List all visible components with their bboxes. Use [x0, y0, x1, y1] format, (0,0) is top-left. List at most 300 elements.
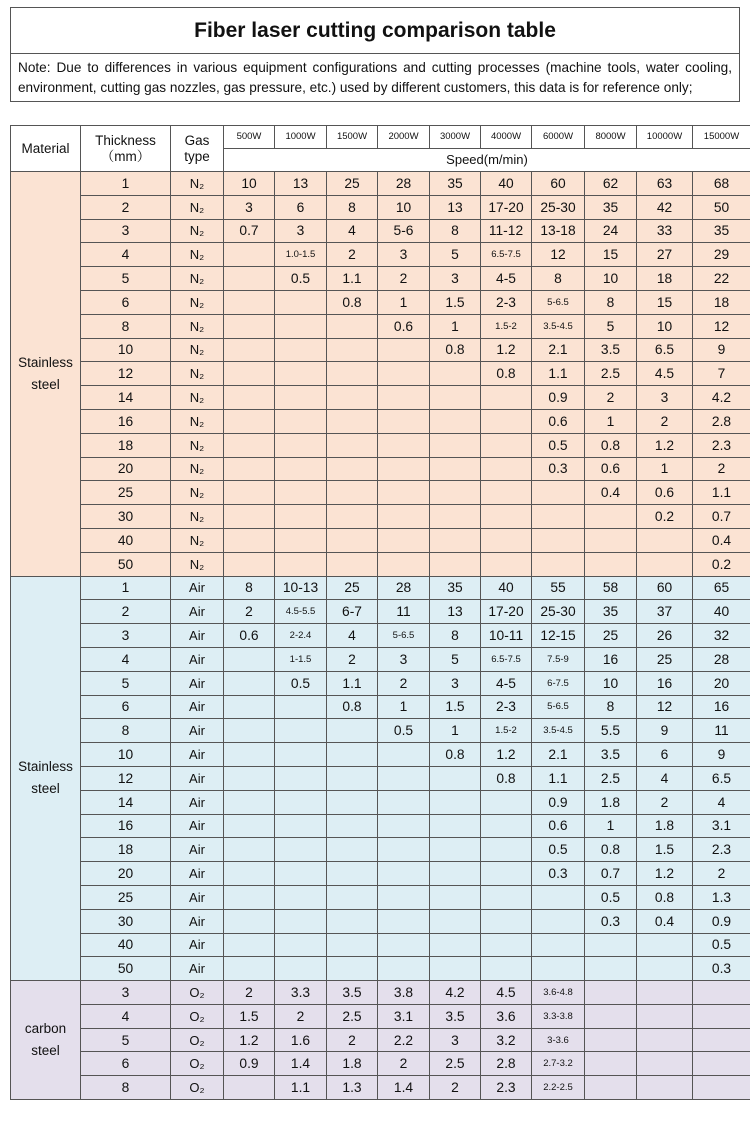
speed-cell: 18 — [637, 267, 693, 291]
speed-cell — [378, 766, 430, 790]
table-row — [11, 838, 750, 862]
speed-cell: 40 — [693, 600, 750, 624]
speed-cell: 3.8 — [378, 981, 430, 1005]
speed-cell: 8 — [532, 267, 585, 291]
speed-cell — [275, 386, 327, 410]
header-power: 15000W — [693, 126, 750, 149]
speed-cell: 17-20 — [481, 600, 532, 624]
speed-cell — [224, 409, 275, 433]
speed-cell — [275, 719, 327, 743]
speed-cell — [430, 957, 481, 981]
gas-cell: Air — [171, 671, 224, 695]
speed-cell — [224, 267, 275, 291]
header-speed-unit: Speed(m/min) — [224, 149, 750, 172]
speed-cell: 7.5-9 — [532, 647, 585, 671]
speed-cell — [224, 957, 275, 981]
speed-cell: 16 — [585, 647, 637, 671]
speed-cell — [378, 386, 430, 410]
speed-cell — [430, 885, 481, 909]
speed-cell — [378, 457, 430, 481]
speed-cell: 2.8 — [481, 1052, 532, 1076]
speed-cell: 40 — [481, 576, 532, 600]
thickness-cell: 50 — [81, 552, 171, 576]
speed-cell: 3.5 — [585, 338, 637, 362]
thickness-cell: 30 — [81, 505, 171, 529]
table-row — [11, 719, 750, 743]
speed-cell — [275, 814, 327, 838]
speed-cell — [481, 528, 532, 552]
speed-cell: 12 — [693, 314, 750, 338]
gas-cell: N₂ — [171, 219, 224, 243]
speed-cell — [378, 338, 430, 362]
thickness-cell: 14 — [81, 790, 171, 814]
speed-cell: 16 — [693, 695, 750, 719]
thickness-cell: 40 — [81, 528, 171, 552]
speed-cell — [327, 338, 378, 362]
speed-cell — [637, 552, 693, 576]
speed-cell — [224, 885, 275, 909]
thickness-cell: 25 — [81, 481, 171, 505]
speed-cell — [430, 766, 481, 790]
gas-cell: Air — [171, 885, 224, 909]
speed-cell: 10 — [224, 172, 275, 196]
speed-cell: 33 — [637, 219, 693, 243]
speed-cell: 0.6 — [532, 409, 585, 433]
speed-cell: 28 — [378, 576, 430, 600]
speed-cell — [481, 481, 532, 505]
speed-cell: 6.5 — [637, 338, 693, 362]
thickness-cell: 3 — [81, 624, 171, 648]
speed-cell — [585, 1004, 637, 1028]
speed-cell: 1.1 — [275, 1076, 327, 1100]
document-sheet — [10, 7, 740, 102]
header-material: Material — [11, 126, 81, 172]
gas-cell: Air — [171, 862, 224, 886]
speed-cell — [327, 743, 378, 767]
speed-cell — [327, 719, 378, 743]
speed-cell: 5-6 — [378, 219, 430, 243]
speed-cell: 5 — [430, 243, 481, 267]
speed-cell — [224, 766, 275, 790]
header-power: 2000W — [378, 126, 430, 149]
speed-cell: 1 — [585, 409, 637, 433]
speed-cell: 4-5 — [481, 267, 532, 291]
speed-cell: 1.5 — [430, 290, 481, 314]
speed-cell: 1 — [637, 457, 693, 481]
speed-cell: 2 — [224, 600, 275, 624]
header-thickness — [81, 126, 171, 172]
speed-cell: 26 — [637, 624, 693, 648]
table-row — [11, 219, 750, 243]
speed-cell — [275, 409, 327, 433]
speed-cell — [430, 528, 481, 552]
thickness-cell: 30 — [81, 909, 171, 933]
speed-cell — [481, 505, 532, 529]
speed-cell: 3 — [275, 219, 327, 243]
thickness-cell: 16 — [81, 814, 171, 838]
speed-cell: 0.8 — [481, 362, 532, 386]
speed-cell — [378, 885, 430, 909]
speed-cell: 4.5 — [481, 981, 532, 1005]
table-row — [11, 290, 750, 314]
speed-cell: 1.1 — [532, 362, 585, 386]
speed-cell — [430, 386, 481, 410]
speed-cell — [224, 814, 275, 838]
speed-cell — [224, 719, 275, 743]
speed-cell — [481, 457, 532, 481]
thickness-cell: 4 — [81, 1004, 171, 1028]
table-row — [11, 981, 750, 1005]
table-row — [11, 1004, 750, 1028]
thickness-cell: 8 — [81, 314, 171, 338]
gas-cell: O₂ — [171, 1076, 224, 1100]
speed-cell — [585, 981, 637, 1005]
speed-cell: 1.2 — [637, 433, 693, 457]
thickness-cell: 5 — [81, 671, 171, 695]
speed-cell — [224, 933, 275, 957]
header-power: 500W — [224, 126, 275, 149]
group-stainless-steel-n2 — [11, 172, 750, 577]
speed-cell — [378, 933, 430, 957]
speed-cell: 1.8 — [637, 814, 693, 838]
gas-cell: N₂ — [171, 409, 224, 433]
thickness-cell: 6 — [81, 290, 171, 314]
table-row — [11, 1028, 750, 1052]
speed-cell: 6.5-7.5 — [481, 243, 532, 267]
speed-cell: 3.3-3.8 — [532, 1004, 585, 1028]
header-power: 10000W — [637, 126, 693, 149]
speed-cell — [275, 433, 327, 457]
speed-cell: 60 — [637, 576, 693, 600]
speed-cell: 1.5 — [637, 838, 693, 862]
speed-cell — [481, 838, 532, 862]
table-row — [11, 552, 750, 576]
speed-cell: 3 — [378, 647, 430, 671]
speed-cell — [585, 933, 637, 957]
table-row — [11, 695, 750, 719]
table-row — [11, 338, 750, 362]
speed-cell: 24 — [585, 219, 637, 243]
speed-cell: 10-11 — [481, 624, 532, 648]
speed-cell — [430, 838, 481, 862]
speed-cell: 1.3 — [327, 1076, 378, 1100]
speed-cell — [275, 743, 327, 767]
speed-cell — [224, 862, 275, 886]
table-row — [11, 600, 750, 624]
speed-cell — [430, 790, 481, 814]
speed-cell: 2.2-2.5 — [532, 1076, 585, 1100]
thickness-cell: 20 — [81, 457, 171, 481]
speed-cell — [532, 505, 585, 529]
gas-cell: Air — [171, 647, 224, 671]
speed-cell: 37 — [637, 600, 693, 624]
speed-cell — [224, 909, 275, 933]
speed-cell — [532, 552, 585, 576]
speed-cell — [275, 338, 327, 362]
speed-cell: 2 — [275, 1004, 327, 1028]
gas-cell: N₂ — [171, 314, 224, 338]
speed-cell: 55 — [532, 576, 585, 600]
header-power: 6000W — [532, 126, 585, 149]
speed-cell: 2 — [378, 267, 430, 291]
speed-cell: 10 — [378, 195, 430, 219]
material-cell: Stainless steel — [11, 576, 81, 981]
speed-cell — [585, 1028, 637, 1052]
gas-cell: N₂ — [171, 528, 224, 552]
speed-cell: 10 — [637, 314, 693, 338]
speed-cell: 32 — [693, 624, 750, 648]
speed-cell: 1.2 — [481, 338, 532, 362]
speed-cell: 5.5 — [585, 719, 637, 743]
thickness-cell: 25 — [81, 885, 171, 909]
thickness-cell: 1 — [81, 172, 171, 196]
speed-cell: 1 — [430, 719, 481, 743]
speed-cell — [327, 528, 378, 552]
table-row — [11, 243, 750, 267]
speed-cell — [693, 1004, 750, 1028]
thickness-cell: 4 — [81, 243, 171, 267]
speed-cell — [378, 505, 430, 529]
speed-cell: 2-3 — [481, 695, 532, 719]
table-row — [11, 1076, 750, 1100]
speed-cell — [275, 457, 327, 481]
speed-cell — [327, 957, 378, 981]
thickness-cell: 10 — [81, 743, 171, 767]
material-cell: Stainless steel — [11, 172, 81, 577]
speed-cell: 0.5 — [378, 719, 430, 743]
table-row — [11, 624, 750, 648]
speed-cell — [481, 909, 532, 933]
speed-cell: 9 — [693, 338, 750, 362]
gas-cell: Air — [171, 790, 224, 814]
table-row — [11, 457, 750, 481]
speed-cell: 10 — [585, 671, 637, 695]
speed-cell — [378, 433, 430, 457]
speed-cell: 25 — [585, 624, 637, 648]
thickness-cell: 50 — [81, 957, 171, 981]
speed-cell — [693, 1052, 750, 1076]
speed-cell: 58 — [585, 576, 637, 600]
speed-cell — [275, 862, 327, 886]
speed-cell: 2.7-3.2 — [532, 1052, 585, 1076]
speed-cell: 0.8 — [327, 290, 378, 314]
gas-cell: Air — [171, 695, 224, 719]
speed-cell: 6-7.5 — [532, 671, 585, 695]
speed-cell — [275, 766, 327, 790]
speed-cell — [637, 933, 693, 957]
speed-cell: 3 — [430, 671, 481, 695]
speed-cell — [532, 481, 585, 505]
speed-cell: 22 — [693, 267, 750, 291]
gas-cell: N₂ — [171, 290, 224, 314]
speed-cell: 2 — [585, 386, 637, 410]
gas-cell: O₂ — [171, 981, 224, 1005]
speed-cell — [327, 314, 378, 338]
speed-cell — [327, 766, 378, 790]
speed-cell: 3 — [430, 267, 481, 291]
speed-cell: 1.8 — [327, 1052, 378, 1076]
speed-cell: 5-6.5 — [532, 290, 585, 314]
speed-cell: 20 — [693, 671, 750, 695]
speed-cell: 0.3 — [532, 862, 585, 886]
speed-cell: 3.6 — [481, 1004, 532, 1028]
speed-cell: 4.2 — [430, 981, 481, 1005]
speed-cell: 63 — [637, 172, 693, 196]
speed-cell: 0.5 — [532, 838, 585, 862]
gas-cell: N₂ — [171, 481, 224, 505]
speed-cell — [532, 933, 585, 957]
speed-cell: 6.5 — [693, 766, 750, 790]
gas-cell: Air — [171, 909, 224, 933]
thickness-cell: 16 — [81, 409, 171, 433]
speed-cell — [637, 1028, 693, 1052]
table-row — [11, 433, 750, 457]
table-row — [11, 647, 750, 671]
thickness-cell: 6 — [81, 1052, 171, 1076]
speed-cell — [430, 362, 481, 386]
gas-cell: Air — [171, 600, 224, 624]
gas-cell: Air — [171, 933, 224, 957]
speed-cell: 2-3 — [481, 290, 532, 314]
speed-cell: 1.3 — [693, 885, 750, 909]
speed-cell: 1.1 — [532, 766, 585, 790]
table-row — [11, 267, 750, 291]
speed-cell: 0.8 — [430, 338, 481, 362]
speed-cell: 1.5 — [430, 695, 481, 719]
speed-cell — [430, 505, 481, 529]
speed-cell: 5-6.5 — [378, 624, 430, 648]
thickness-cell: 5 — [81, 1028, 171, 1052]
gas-cell: Air — [171, 957, 224, 981]
speed-cell — [327, 814, 378, 838]
thickness-cell: 18 — [81, 838, 171, 862]
speed-cell: 4 — [693, 790, 750, 814]
speed-cell — [481, 885, 532, 909]
speed-cell — [378, 362, 430, 386]
speed-cell: 4-5 — [481, 671, 532, 695]
speed-cell — [481, 862, 532, 886]
gas-cell: N₂ — [171, 552, 224, 576]
speed-cell: 0.3 — [693, 957, 750, 981]
speed-cell — [378, 552, 430, 576]
speed-cell: 0.8 — [481, 766, 532, 790]
speed-cell — [275, 885, 327, 909]
speed-cell: 35 — [430, 172, 481, 196]
speed-cell: 0.4 — [585, 481, 637, 505]
speed-cell — [378, 790, 430, 814]
speed-cell: 1 — [585, 814, 637, 838]
table-row — [11, 505, 750, 529]
speed-cell: 7 — [693, 362, 750, 386]
speed-cell: 1 — [430, 314, 481, 338]
speed-cell: 0.8 — [430, 743, 481, 767]
speed-cell — [224, 433, 275, 457]
speed-cell — [224, 552, 275, 576]
speed-cell — [275, 790, 327, 814]
table-row — [11, 409, 750, 433]
speed-cell: 1.2 — [637, 862, 693, 886]
speed-cell: 2.5 — [585, 766, 637, 790]
speed-cell — [430, 909, 481, 933]
speed-cell: 0.4 — [637, 909, 693, 933]
speed-cell: 25 — [327, 172, 378, 196]
thickness-cell: 2 — [81, 195, 171, 219]
speed-cell: 35 — [585, 600, 637, 624]
speed-cell: 0.5 — [275, 267, 327, 291]
speed-cell: 1.2 — [224, 1028, 275, 1052]
speed-cell — [327, 433, 378, 457]
speed-cell — [275, 933, 327, 957]
thickness-cell: 8 — [81, 719, 171, 743]
speed-cell — [693, 1028, 750, 1052]
speed-cell: 11 — [693, 719, 750, 743]
speed-cell: 3 — [378, 243, 430, 267]
speed-cell: 0.6 — [532, 814, 585, 838]
speed-cell — [327, 909, 378, 933]
speed-cell — [224, 671, 275, 695]
speed-cell: 0.9 — [532, 790, 585, 814]
speed-cell: 3.5 — [327, 981, 378, 1005]
speed-cell: 3.3 — [275, 981, 327, 1005]
speed-cell — [637, 1052, 693, 1076]
material-cell: carbon steel — [11, 981, 81, 1100]
speed-cell — [327, 362, 378, 386]
table-row — [11, 362, 750, 386]
speed-cell: 1.2 — [481, 743, 532, 767]
speed-cell: 0.7 — [224, 219, 275, 243]
page-title: Fiber laser cutting comparison table — [11, 8, 739, 54]
speed-cell — [224, 790, 275, 814]
speed-cell: 4.2 — [693, 386, 750, 410]
speed-cell: 1.4 — [378, 1076, 430, 1100]
speed-cell — [693, 981, 750, 1005]
speed-cell: 6 — [275, 195, 327, 219]
speed-cell: 0.3 — [532, 457, 585, 481]
gas-cell: N₂ — [171, 172, 224, 196]
speed-cell: 25-30 — [532, 600, 585, 624]
speed-cell: 1.1 — [693, 481, 750, 505]
speed-cell: 4 — [637, 766, 693, 790]
header-power: 1500W — [327, 126, 378, 149]
speed-cell: 15 — [585, 243, 637, 267]
thickness-cell: 12 — [81, 766, 171, 790]
gas-cell: O₂ — [171, 1028, 224, 1052]
speed-cell: 1.1 — [327, 671, 378, 695]
header-type-label: type — [184, 148, 210, 164]
table-row — [11, 172, 750, 196]
thickness-cell: 18 — [81, 433, 171, 457]
speed-cell — [481, 933, 532, 957]
speed-cell: 60 — [532, 172, 585, 196]
speed-cell: 0.6 — [585, 457, 637, 481]
speed-cell: 12-15 — [532, 624, 585, 648]
speed-cell: 2-2.4 — [275, 624, 327, 648]
speed-cell: 3 — [637, 386, 693, 410]
speed-cell: 1.6 — [275, 1028, 327, 1052]
speed-cell — [327, 457, 378, 481]
gas-cell: N₂ — [171, 386, 224, 410]
gas-cell: N₂ — [171, 338, 224, 362]
speed-cell — [585, 528, 637, 552]
speed-cell: 0.7 — [693, 505, 750, 529]
speed-cell: 2 — [327, 1028, 378, 1052]
speed-cell: 50 — [693, 195, 750, 219]
speed-cell: 1.5 — [224, 1004, 275, 1028]
gas-cell: Air — [171, 624, 224, 648]
speed-cell: 2.5 — [585, 362, 637, 386]
table-row — [11, 790, 750, 814]
speed-cell: 40 — [481, 172, 532, 196]
